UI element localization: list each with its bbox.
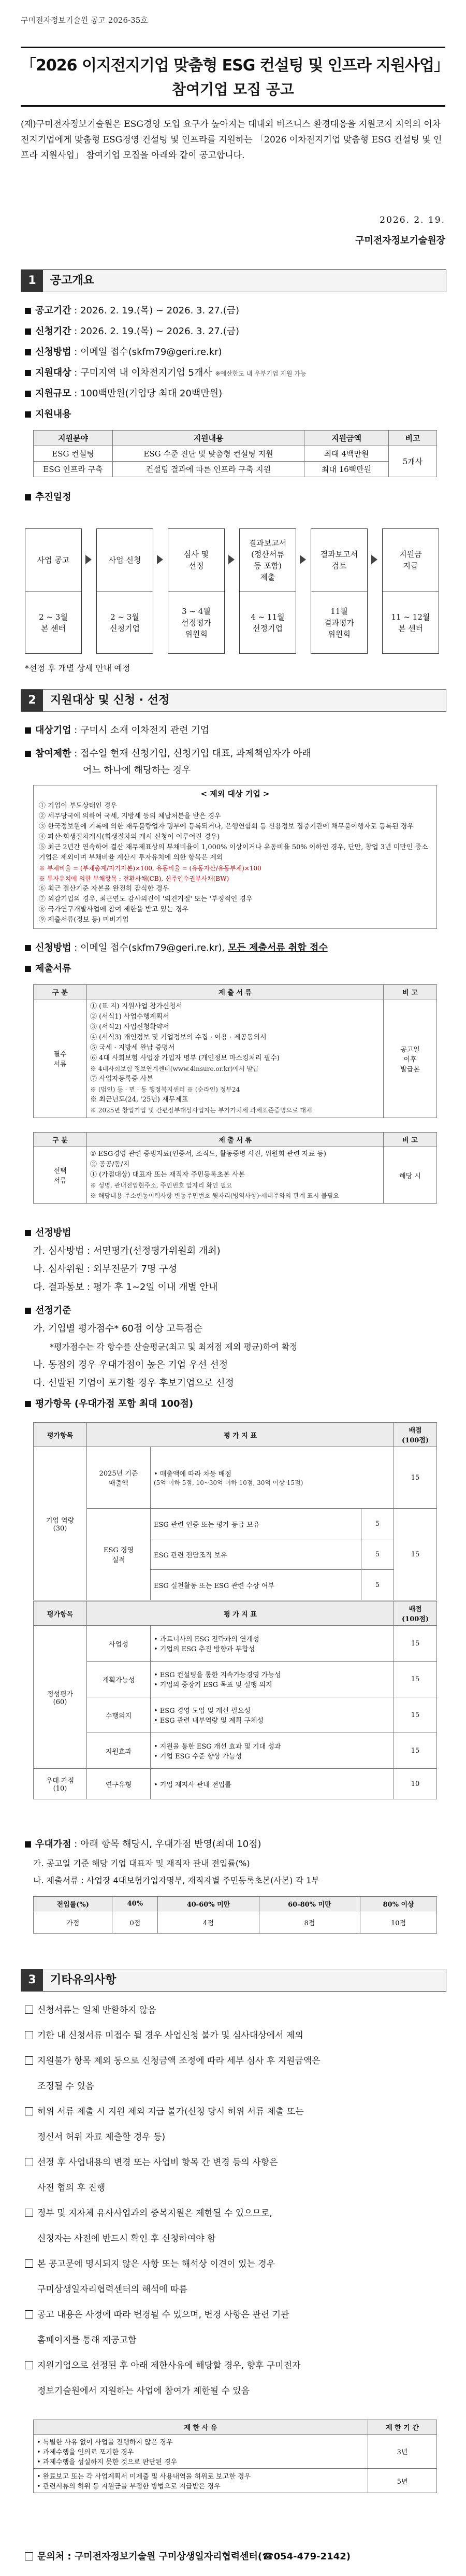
arrow-right-icon xyxy=(371,555,377,564)
note-item: 기한 내 신청서류 미접수 될 경우 사업신청 불가 및 심사대상에서 제외 xyxy=(25,2028,445,2043)
optional-docs-list: ① ESG경영 관련 증빙자료(인증서, 조직도, 활동증명 사진, 위원회 관련 자료 등) ② 공공/동/지 ① (가점대상) 대표자 또는 재직자 주민등록초본 사본 ※ 성명, 관내전입현주소, 주민번호 앞자리 확인 필요 ※ 해당내용 주소변동이력사항 변동주민번호 뒷자리(병역사항)·세대주와의 관계 표시 불필요 xyxy=(87,1147,384,1204)
exclusion-item: ※ 부채비율 = (부채총계/자기자본)×100, 유동비율 = (유동자산/유동부채)×100 xyxy=(39,865,261,872)
contact-info: 문의처 : 구미전자정보기술원 구미상생일자리협력센터(☎054-479-2142) xyxy=(25,2549,351,2563)
process-step xyxy=(168,528,225,654)
checkbox-icon xyxy=(25,2552,33,2560)
exclusion-item: ① 기업이 부도상태인 경우 xyxy=(39,802,117,810)
preference-b: 나. 제출서류 : 사업장 4대보험가입자명부, 재직자별 주민등록초본(사본) 각 1부 xyxy=(33,1876,319,1885)
section-number: 1 xyxy=(21,270,43,292)
table-row: 선택 서류 ① ESG경영 관련 증빙자료(인증서, 조직도, 활동증명 사진, 위원회 관련 자료 등) ② 공공/동/지 ① (가점대상) 대표자 또는 재직자 주민등록초본 사본 ※ 성명, 관내전입현주소, 주민번호 앞자리 확인 필요 ※ 해당내용 주소변동이력사항 변동주민번호 뒷자리(병역사항)·세대주와의 관계 표시 불필요 해당 시 xyxy=(34,1147,437,1204)
table-row: ESG 실천활동 또는 ESG 관련 수상 여부 5 xyxy=(34,1570,437,1600)
table-row: 필수 서류 ① (표 지) 지원사업 참가신청서 ② (서식1) 사업수행계획서 ③ (서식2) 사업신청확약서 ④ (서식3) 개인정보 및 기업정보의 수집 · 이용 · 제공동의서 ⑤ 국세 · 지방세 완납 증명서 ⑥ 4대 사회보험 사업장 가입자 명부 (개인정보 마스킹처리 필수) ※ 4대사회보험 정보연계센터(www.4insure.or.kr)에서 발급 ⑦ 사업자등록증 사본 ※ (법인) 등 · 면 · 동 행정복지센터 ※ (순라인) 정부24 ※ 최근년도(24, '25년) 재무제표 ※ 2025년 창업기업 및 간편장부대상사업자는 부가가치세 과세표준증명으로 대체 공고일 이후 발급본 xyxy=(34,999,437,1118)
exclusion-box xyxy=(33,785,437,929)
square-bullet-icon xyxy=(25,1401,31,1407)
arrow-right-icon xyxy=(300,555,306,564)
note-item: 사전 협의 후 진행 xyxy=(37,2183,106,2193)
process-step-title: 사업 신청 xyxy=(97,529,153,592)
eval-table-2: 평가항목 평 가 지 표 배점 (100점) 정성평가 (60) 사업성 • 과트너사의 ESG 전략과의 연계성 • 기업의 ESG 추진 방향과 부합성 15 계획가능성 • ESG 컨설팅을 통한 지속가능경영 가능성 • 기업의 중장기 ESG 목표 및 실행 의지 15 수행의지 • ESG 경영 도입 및 개선 필요성 • ESG 관련 내부역량 및 계획 구체성 15 지원효과 • 지원을 통한 ESG 개선 효과 및 기대 성과 • 기업 ESG 수준 향상 가능성 15 우대 가점 (10) 연구유형 • 기업 제지사 관내 전입률 10 xyxy=(33,1601,437,1799)
note-item: 정보기술원에서 지원하는 사업에 참여가 제한될 수 있음 xyxy=(37,2386,250,2396)
checkbox-icon xyxy=(25,2031,33,2039)
process-step xyxy=(239,528,296,654)
docs-table-optional: 구 분 제 출 서 류 비 고 선택 서류 ① ESG경영 관련 증빙자료(인증서, 조직도, 활동증명 사진, 위원회 관련 자료 등) ② 공공/동/지 ① (가점대상) 대표자 또는 재직자 주민등록초본 사본 ※ 성명, 관내전입현주소, 주민번호 앞자리 확인 필요 ※ 해당내용 주소변동이력사항 변동주민번호 뒷자리(병역사항)·세대주와의 관계 표시 불필요 해당 시 xyxy=(33,1132,437,1204)
note-item: 홈페이지를 통해 재공고함 xyxy=(37,2335,137,2345)
exclusion-item: ⑦ 외감기업의 경우, 최근연도 감사의견이 '의견거절' 또는 '부정적인 경우 xyxy=(39,895,253,903)
exclusion-item: ⑧ 국가연구개발사업에 참여 제한을 받고 있는 경우 xyxy=(39,906,188,913)
square-bullet-icon xyxy=(25,411,31,418)
support-header: 지원분야 xyxy=(34,431,113,446)
note-item: 본 공고문에 명시되지 않은 사항 또는 해석상 이견이 있는 경우 xyxy=(25,2256,445,2272)
square-bullet-icon xyxy=(25,1841,31,1848)
note-item: 선정 후 사업내용의 변경 또는 사업비 항목 간 변경 등의 사항은 xyxy=(25,2155,445,2170)
selection-c: 다. 결과통보 : 평가 후 1~2일 이내 개별 안내 xyxy=(33,1282,218,1293)
arrow-right-icon xyxy=(85,555,92,564)
checkbox-icon xyxy=(25,2107,33,2115)
section-header-overview xyxy=(21,269,446,292)
section-label: 공고개요 xyxy=(50,274,95,287)
checkbox-icon xyxy=(25,2259,33,2268)
process-step-title: 결과보고서 검토 xyxy=(311,529,367,592)
process-step xyxy=(382,528,439,654)
table-row: 기업 역량 (30) 2025년 기준 매출액 • 매출액에 따라 차등 배점 (5억 이하 5점, 10~30억 이하 10점, 30억 이상 15점) 15 xyxy=(34,1447,437,1509)
document-id: 구미전자정보기술원 공고 2026-35호 xyxy=(21,16,148,25)
process-step-title: 심사 및 선정 xyxy=(168,529,224,592)
process-step-detail: 2 ~ 3월 신청기업 xyxy=(110,612,140,633)
exclusion-header: < 제외 대상 기업 > xyxy=(200,789,270,798)
eval-table-1: 평가항목 평 가 지 표 배점 (100점) 기업 역량 (30) 2025년 기준 매출액 • 매출액에 따라 차등 배점 (5억 이하 5점, 10~30억 이하 10점, 30억 이상 15점) 15 ESG 경영 실적 ESG 관련 인증 또는 평가 등급 보유 5 15 ESG 관련 전담조직 보유 5 ESG 실천활동 또는 ESG 관련 수상 여부 5 xyxy=(33,1422,437,1600)
exclusion-item: ③ 한국정보원에 기록에 의한 재무불량업자 명부에 등록되거나, 은행연합회 등 신용정보 집중기관에 채무불이행자로 등록된 경우 xyxy=(39,823,414,831)
checkbox-icon xyxy=(25,2361,33,2369)
support-header: 지원금액 xyxy=(304,431,389,446)
criteria-a: 가. 기업별 평가점수* 60점 이상 고득점순 xyxy=(33,1323,203,1334)
note-item: 지원기업으로 선정된 후 아래 제한사유에 해당할 경우, 향후 구미전자 xyxy=(25,2358,445,2373)
selection-b: 나. 심사위원 : 외부전문가 7명 구성 xyxy=(33,1264,177,1275)
exclusion-item: ⑤ 최근 2년간 연속하여 결산 재무제표상의 부채비율이 1,000% 이상이거나 유동비율 50% 이하인 경우, 단만, 창업 3년 미만인 중소기업은 제외이며 부채비율 계산시 투자유치에 의한 항목은 제외 xyxy=(39,843,428,862)
process-step-detail: 11월 결과평가 위원회 xyxy=(324,607,354,639)
announce-date: 2026. 2. 19. xyxy=(380,215,445,225)
checkbox-icon xyxy=(25,2158,33,2166)
table-row: ESG 컨설팅 ESG 수준 진단 및 맞춤형 컨설팅 지원 최대 4백만원 5개사 xyxy=(34,446,437,462)
selection-a: 가. 심사방법 : 서면평가(선정평가위원회 개최) xyxy=(33,1246,221,1256)
table-row: ESG 경영 실적 ESG 관련 인증 또는 평가 등급 보유 5 15 xyxy=(34,1509,437,1539)
intro-text: (재)구미전자정보기술원은 ESG경영 도입 요구가 높아지는 대내외 비즈니스 환경대응을 지원코저 지역의 이차전지기업에게 맞춤형 ESG경영 컨설팅 및 인프라를 지원하는 「2026 이차전지기업 맞춤형 ESG 컨설팅 및 인프라 지원사업」 참여기업 모집을 아래와 같이 공고합니다. xyxy=(21,119,442,161)
preference-label: 우대가점 : 아래 항목 해당시, 우대가점 반영(최대 10점) xyxy=(25,1837,445,1852)
note-item: 조정될 수 있음 xyxy=(37,2081,94,2092)
eligibility-limit-cont: 어느 하나에 해당하는 경우 xyxy=(83,765,191,776)
section-header-eligibility xyxy=(21,689,446,712)
selection-method: 선정방법 xyxy=(25,1225,445,1241)
submit-method: 신청방법 : 이메일 접수(skfm79@geri.re.kr), 모든 제출서류 취합 접수 xyxy=(25,940,445,956)
overview-method: 신청방법 : 이메일 접수(skfm79@geri.re.kr) xyxy=(25,345,445,360)
process-step-title: 결과보고서 (정산서류 등 포함) 제출 xyxy=(240,529,296,592)
square-bullet-icon xyxy=(25,349,31,355)
process-step-title: 사업 공고 xyxy=(25,529,81,592)
docs-table-required: 구 분 제 출 서 류 비 고 필수 서류 ① (표 지) 지원사업 참가신청서 ② (서식1) 사업수행계획서 ③ (서식2) 사업신청확약서 ④ (서식3) 개인정보 및 기업정보의 수집 · 이용 · 제공동의서 ⑤ 국세 · 지방세 완납 증명서 ⑥ 4대 사회보험 사업장 가입자 명부 (개인정보 마스킹처리 필수) ※ 4대사회보험 정보연계센터(www.4insure.or.kr)에서 발급 ⑦ 사업자등록증 사본 ※ (법인) 등 · 면 · 동 행정복지센터 ※ (순라인) 정부24 ※ 최근년도(24, '25년) 재무제표 ※ 2025년 창업기업 및 간편장부대상사업자는 부가가치세 과세표준증명으로 대체 공고일 이후 발급본 xyxy=(33,984,437,1118)
submit-docs-label: 제출서류 xyxy=(25,961,445,977)
section-label: 지원대상 및 신청 · 선정 xyxy=(50,694,170,707)
exclusion-item: ※ 투자유치에 의한 부채항목 : 전환사채(CB), 신주인수권부사채(BW) xyxy=(39,875,229,882)
eligibility-limit: 참여제한 : 접수일 현재 신청기업, 신청기업 대표, 과제책임자가 아래 xyxy=(25,746,445,762)
note-item: 구미상생일자리협력센터의 해석에 따름 xyxy=(37,2284,187,2295)
page-subtitle: 참여기업 모집 공고 xyxy=(172,81,294,98)
note-item: 허위 서류 제출 시 지원 제외 지급 불가(신청 당시 허위 서류 제출 또는 xyxy=(25,2104,445,2120)
process-step-detail: 3 ~ 4월 선정평가 위원회 xyxy=(181,607,211,639)
exclusion-item: ⑥ 최근 결산기준 자본을 완전히 잠식한 경우 xyxy=(39,885,169,893)
note-item: 정부 및 지자체 유사사업과의 중복지원은 제한될 수 있으므로, xyxy=(25,2206,445,2221)
support-header: 비고 xyxy=(389,431,437,446)
arrow-right-icon xyxy=(228,555,235,564)
square-bullet-icon xyxy=(25,1230,31,1236)
section-label: 기타유의사항 xyxy=(50,1973,116,1986)
square-bullet-icon xyxy=(25,966,31,972)
section-number: 3 xyxy=(21,1969,43,1991)
note-item: 지원불가 항목 제외 동으로 신청금액 조정에 따라 세부 심사 후 지원금액은 xyxy=(25,2053,445,2069)
announce-org: 구미전자정보기술원장 xyxy=(355,235,445,246)
checkbox-icon xyxy=(25,2209,33,2217)
overview-period: 공고기간 : 2026. 2. 19.(목) ~ 2026. 3. 27.(금) xyxy=(25,303,445,319)
support-table xyxy=(33,430,437,477)
checkbox-icon xyxy=(25,2310,33,2319)
square-bullet-icon xyxy=(25,727,31,734)
process-step xyxy=(25,528,82,654)
process-step xyxy=(311,528,368,654)
restriction-table: 제 한 사 유 제 한 기 간 • 특별한 사유 없이 사업을 진행하지 않은 경우 • 과제수행을 인의로 포기한 경우 • 과제수행을 성실하지 못한 것으로 판단된 경우 3년 • 완료보고 또는 각 사업계획서 미제출 및 사용내역을 허위로 보고한 경우 • 관련서류의 허위 등 지원금을 부정한 방법으로 지급받은 경우 5년 xyxy=(33,2420,437,2493)
square-bullet-icon xyxy=(25,945,31,951)
overview-content: 지원내용 xyxy=(25,407,445,422)
table-row: ESG 인프라 구축 컨설팅 결과에 따른 인프라 구축 지원 최대 16백만원 xyxy=(34,462,437,477)
process-note: *선정 후 개별 상세 안내 예정 xyxy=(25,663,130,673)
exclusion-item: ⑨ 제출서류(정보 등) 미비기업 xyxy=(39,916,129,924)
table-row: ESG 관련 전담조직 보유 5 xyxy=(34,1539,437,1570)
table-row: 계획가능성 • ESG 컨설팅을 통한 지속가능경영 가능성 • 기업의 중장기 ESG 목표 및 실행 의지 15 xyxy=(34,1662,437,1697)
table-row: 정성평가 (60) 사업성 • 과트너사의 ESG 전략과의 연계성 • 기업의 ESG 추진 방향과 부합성 15 xyxy=(34,1626,437,1662)
note-item: 신청자는 사전에 반드시 확인 후 신청하여야 함 xyxy=(37,2234,216,2244)
preference-table: 전입률(%) 40% 40-60% 미만 60-80% 미만 80% 이상 가점 0점 4점 8점 10점 xyxy=(33,1896,437,1934)
process-step-title: 지원금 지급 xyxy=(383,529,439,592)
eval-table-label: 평가항목 (우대가점 포함 최대 100점) xyxy=(25,1396,445,1412)
process-step xyxy=(96,528,153,654)
process-step-detail: 11 ~ 12월 본 센터 xyxy=(391,612,430,633)
process-step-detail: 4 ~ 11월 선정기업 xyxy=(251,612,285,633)
section-header-notes xyxy=(21,1969,446,1992)
required-docs-list: ① (표 지) 지원사업 참가신청서 ② (서식1) 사업수행계획서 ③ (서식2) 사업신청확약서 ④ (서식3) 개인정보 및 기업정보의 수집 · 이용 · 제공동의서 ⑤ 국세 · 지방세 완납 증명서 ⑥ 4대 사회보험 사업장 가입자 명부 (개인정보 마스킹처리 필수) ※ 4대사회보험 정보연계센터(www.4insure.or.kr)에서 발급 ⑦ 사업자등록증 사본 ※ (법인) 등 · 면 · 동 행정복지센터 ※ (순라인) 정부24 ※ 최근년도(24, '25년) 재무제표 ※ 2025년 창업기업 및 간편장부대상사업자는 부가가치세 과세표준증명으로 대체 xyxy=(87,999,384,1118)
square-bullet-icon xyxy=(25,328,31,335)
overview-budget: 지원규모 : 100백만원(기업당 최대 20백만원) xyxy=(25,386,445,402)
process-step-detail: 2 ~ 3월 본 센터 xyxy=(39,612,68,633)
eligibility-target: 대상기업 : 구미시 소재 이차전지 관련 기업 xyxy=(25,723,445,738)
selection-criteria: 선정기준 xyxy=(25,1303,445,1319)
preference-a: 가. 공고일 기준 해당 기업 대표자 및 재직자 관내 전입률(%) xyxy=(33,1858,250,1868)
support-header: 지원내용 xyxy=(113,431,304,446)
table-row: • 완료보고 또는 각 사업계획서 미제출 및 사용내역을 허위로 보고한 경우 • 관련서류의 허위 등 지원금을 부정한 방법으로 지급받은 경우 5년 xyxy=(34,2469,437,2493)
note-item: 공고 내용은 사정에 따라 변경될 수 있으며, 변경 사항은 관련 기관 xyxy=(25,2307,445,2323)
criteria-note: *평가점수는 각 항수를 산술평균(최고 및 최저점 제외 평균)하여 확정 xyxy=(50,1342,298,1352)
checkbox-icon xyxy=(25,2056,33,2065)
overview-target: 지원대상 : 구미지역 내 이차전지기업 5개사 ※예산한도 내 우부기업 지원 가능 xyxy=(25,365,445,381)
exclusion-item: ④ 파산·회생절차개시(회생절차의 개시 신청이 이루어진 경우) xyxy=(39,833,220,841)
square-bullet-icon xyxy=(25,494,31,500)
title-box xyxy=(21,47,449,107)
support-note: 5개사 xyxy=(389,446,437,477)
table-row: • 특별한 사유 없이 사업을 진행하지 않은 경우 • 과제수행을 인의로 포기한 경우 • 과제수행을 성실하지 못한 것으로 판단된 경우 3년 xyxy=(34,2435,437,2469)
criteria-c: 다. 선발된 기업이 포기할 경우 후보기업으로 선정 xyxy=(33,1378,234,1389)
section-number: 2 xyxy=(21,690,43,711)
square-bullet-icon xyxy=(25,308,31,314)
arrow-right-icon xyxy=(157,555,163,564)
square-bullet-icon xyxy=(25,391,31,397)
checkbox-icon xyxy=(25,2006,33,2014)
note-item: 정신서 허위 자료 제출할 경우 등) xyxy=(37,2132,166,2142)
exclusion-item: ② 세무당국에 의하여 국세, 지방세 등의 체납처분을 받은 경우 xyxy=(39,812,221,820)
square-bullet-icon xyxy=(25,370,31,376)
square-bullet-icon xyxy=(25,1308,31,1314)
table-row: 지원효과 • 지원을 통한 ESG 개선 효과 및 기대 성과 • 기업 ESG 수준 향상 가능성 15 xyxy=(34,1733,437,1769)
table-row: 가점 0점 4점 8점 10점 xyxy=(34,1911,437,1934)
criteria-b: 나. 동점의 경우 우대가점이 높은 기업 우선 선정 xyxy=(33,1359,228,1370)
note-item: 신청서류는 일체 반환하지 않음 xyxy=(25,2002,445,2018)
page-title: 「2026 이지전지기업 맞춤형 ESG 컨설팅 및 인프라 지원사업」 xyxy=(21,56,449,75)
process-label: 추진일정 xyxy=(25,490,445,505)
overview-apply: 신청기간 : 2026. 2. 19.(목) ~ 2026. 3. 27.(금) xyxy=(25,324,445,339)
table-row: 수행의지 • ESG 경영 도입 및 개선 필요성 • ESG 관련 내부역량 및 계획 구체성 15 xyxy=(34,1697,437,1733)
square-bullet-icon xyxy=(25,751,31,757)
table-row: 우대 가점 (10) 연구유형 • 기업 제지사 관내 전입률 10 xyxy=(34,1769,437,1799)
